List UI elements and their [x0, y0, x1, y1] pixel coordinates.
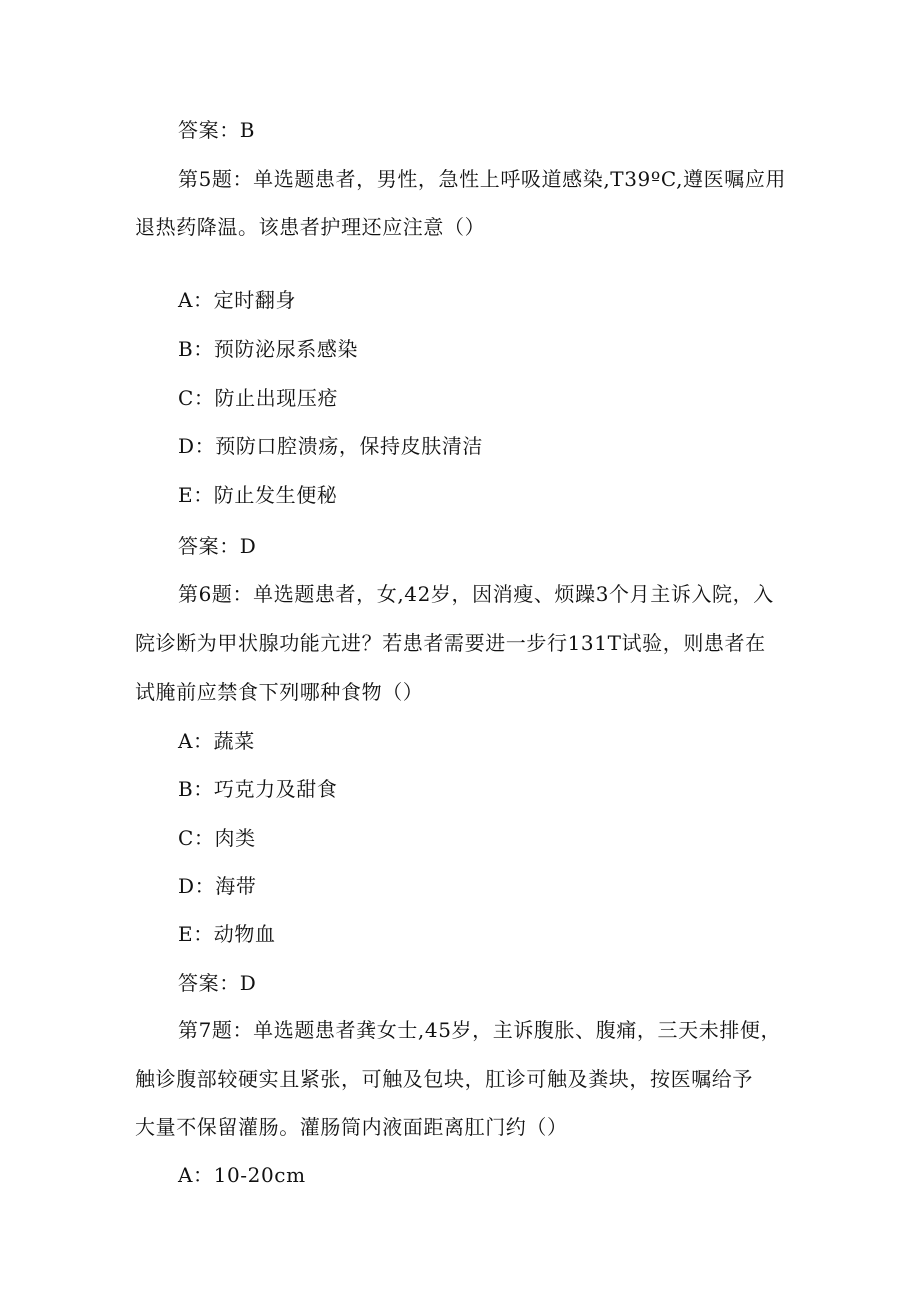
- q5-stem-line-2: 退热药降温。该患者护理还应注意（）: [135, 215, 486, 239]
- q7-stem-line-1: 第7题：单选题患者龚女士,45岁，主诉腹胀、腹痛，三天未排便，: [178, 1018, 782, 1042]
- q5-option-a: A：定时翻身: [178, 288, 297, 312]
- q5-option-e: E：防止发生便秘: [178, 483, 338, 507]
- q5-stem-line-1: 第5题：单选题患者，男性，急性上呼吸道感染,T39ºC,遵医嘱应用: [178, 167, 787, 191]
- q7-stem-line-3: 大量不保留灌肠。灌肠筒内液面距离肛门约（）: [135, 1115, 568, 1139]
- q6-stem-line-3: 试腌前应禁食下列哪种食物（）: [135, 680, 424, 704]
- q6-answer: 答案：D: [178, 971, 257, 995]
- q6-option-d: D：海带: [178, 874, 257, 898]
- q5-option-c: C：防止出现压疮: [178, 386, 339, 410]
- q7-stem-line-2: 触诊腹部较硬实且紧张，可触及包块，肛诊可触及粪块，按医嘱给予: [135, 1067, 753, 1091]
- q6-stem-line-2: 院诊断为甲状腺功能亢进？若患者需要进一步行131T试验，则患者在: [135, 631, 766, 655]
- q4-answer: 答案：B: [178, 118, 256, 142]
- q5-option-d: D：预防口腔溃疡，保持皮肤清洁: [178, 434, 484, 458]
- q5-option-b: B：预防泌尿系感染: [178, 337, 359, 361]
- q7-option-a: A：10-20cm: [178, 1163, 306, 1187]
- q6-option-c: C：肉类: [178, 826, 256, 850]
- q6-stem-line-1: 第6题：单选题患者，女,42岁，因消瘦、烦躁3个月主诉入院，入: [178, 582, 774, 606]
- q6-option-b: B：巧克力及甜食: [178, 777, 338, 801]
- q6-option-e: E：动物血: [178, 922, 276, 946]
- q6-option-a: A：蔬菜: [178, 729, 255, 753]
- q5-answer: 答案：D: [178, 534, 257, 558]
